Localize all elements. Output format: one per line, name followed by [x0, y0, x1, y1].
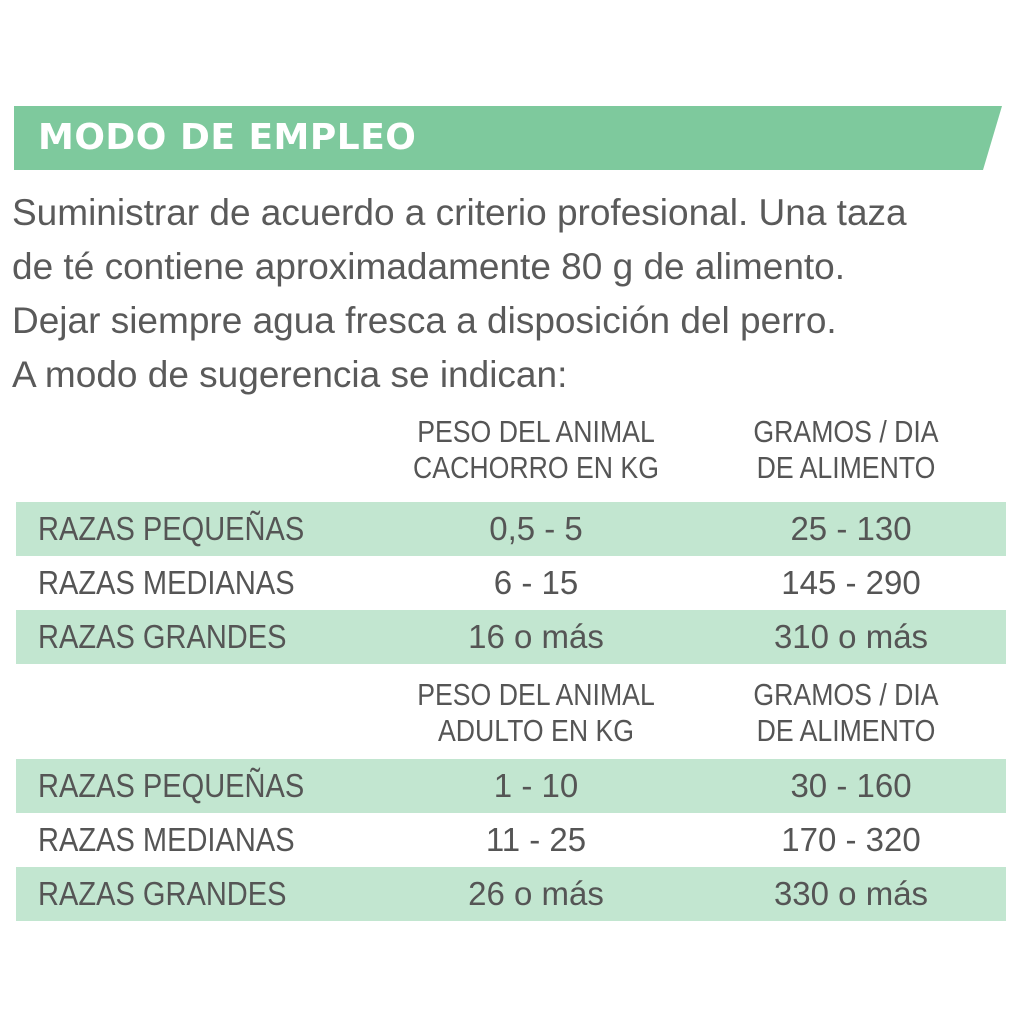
intro-paragraph [12, 186, 1012, 402]
weight-cell: 26 o más [468, 875, 604, 912]
table-row [16, 610, 1006, 664]
intro-line: A modo de sugerencia se indican: [12, 354, 568, 395]
weight-column-header: PESO DEL ANIMAL ADULTO EN KG [417, 677, 655, 748]
table-header-row [16, 677, 1006, 759]
grams-cell: 170 - 320 [781, 821, 921, 858]
grams-cell: 30 - 160 [790, 767, 912, 804]
table-row [16, 759, 1006, 813]
weight-cell: 1 - 10 [493, 767, 579, 804]
breed-size-cell: RAZAS GRANDES [38, 618, 287, 655]
section-title: MODO DE EMPLEO [38, 117, 417, 158]
adult-feeding-table [16, 677, 1006, 921]
grams-cell: 310 o más [773, 618, 929, 655]
grams-cell: 145 - 290 [781, 564, 921, 601]
table-row [16, 867, 1006, 921]
grams-cell: 25 - 130 [790, 510, 912, 547]
breed-size-cell: RAZAS MEDIANAS [38, 564, 295, 601]
puppy-feeding-table [16, 414, 1006, 664]
grams-column-header: GRAMOS / DIA DE ALIMENTO [753, 414, 939, 485]
breed-size-cell: RAZAS PEQUEÑAS [38, 510, 305, 547]
weight-cell: 16 o más [468, 618, 604, 655]
intro-line: Dejar siempre agua fresca a disposición del perro. [12, 300, 837, 341]
table-header-row [16, 414, 1006, 496]
table-row [16, 556, 1006, 610]
table-row [16, 502, 1006, 556]
weight-cell: 0,5 - 5 [489, 510, 583, 547]
breed-size-cell: RAZAS GRANDES [38, 875, 287, 912]
weight-cell: 11 - 25 [485, 821, 587, 858]
intro-line: de té contiene aproximadamente 80 g de alimento. [12, 246, 846, 287]
intro-line: Suministrar de acuerdo a criterio profesional. Una taza [12, 192, 907, 233]
grams-cell: 330 o más [773, 875, 929, 912]
breed-size-cell: RAZAS PEQUEÑAS [38, 767, 305, 804]
weight-column-header: PESO DEL ANIMAL CACHORRO EN KG [413, 414, 659, 485]
breed-size-cell: RAZAS MEDIANAS [38, 821, 295, 858]
weight-cell: 6 - 15 [493, 564, 579, 601]
grams-column-header: GRAMOS / DIA DE ALIMENTO [753, 677, 939, 748]
table-row [16, 813, 1006, 867]
